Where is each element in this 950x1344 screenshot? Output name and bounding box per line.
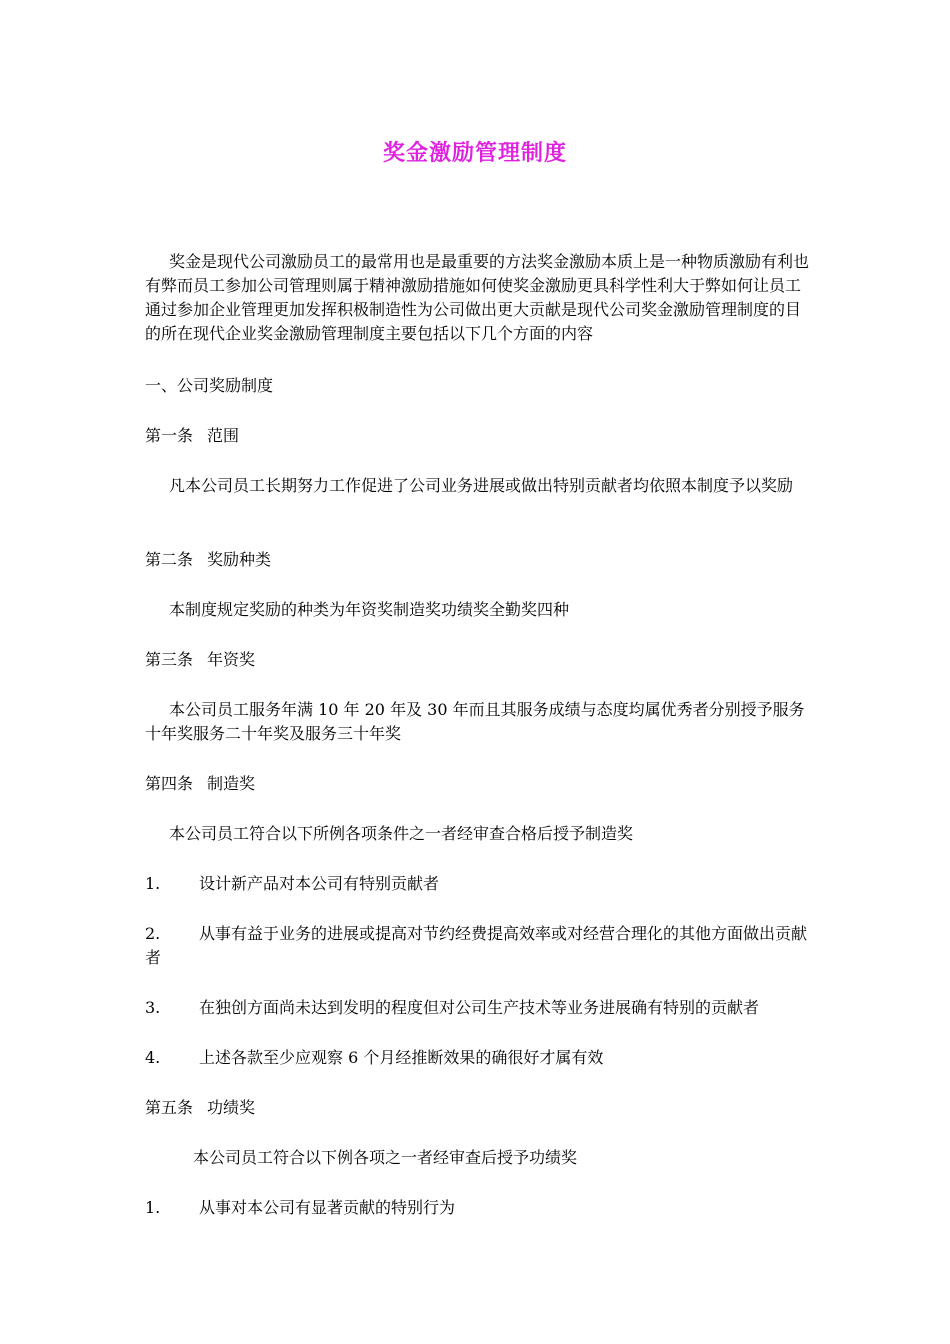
article-4-heading bbox=[145, 772, 810, 796]
article-label: 第一条 bbox=[145, 426, 194, 445]
article-2-body: 本制度规定奖励的种类为年资奖制造奖功绩奖全勤奖四种 bbox=[169, 600, 570, 619]
article-4-body: 本公司员工符合以下所例各项条件之一者经审查合格后授予制造奖 bbox=[169, 824, 634, 843]
article-3-body: 本公司员工服务年满 10 年 20 年及 30 年而且其服务成绩与态度均属优秀者分别授予服务十年奖服务二十年奖及服务三十年奖 bbox=[145, 700, 805, 743]
list-item bbox=[145, 996, 810, 1020]
item-number: 1. bbox=[145, 1198, 161, 1217]
item-number: 3. bbox=[145, 998, 161, 1017]
list-item bbox=[145, 1196, 810, 1220]
item-text: 从事对本公司有显著贡献的特别行为 bbox=[199, 1198, 456, 1217]
intro-paragraph: 奖金是现代公司激励员工的最常用也是最重要的方法奖金激励本质上是一种物质激励有利也有弊而员工参加公司管理则属于精神激励措施如何使奖金激励更具科学性利大于弊如何让员工通过参加企业管理更加发挥积极制造性为公司做出更大贡献是现代公司奖金激励管理制度的目的所在现代企业奖金激励管理制度主要包括以下几个方面的内容 bbox=[145, 252, 810, 343]
article-1-heading bbox=[145, 424, 810, 448]
item-text: 在独创方面尚未达到发明的程度但对公司生产技术等业务进展确有特别的贡献者 bbox=[199, 998, 760, 1017]
article-name: 功绩奖 bbox=[207, 1098, 256, 1117]
section-heading: 一、公司奖励制度 bbox=[145, 376, 274, 395]
item-text: 设计新产品对本公司有特别贡献者 bbox=[199, 874, 440, 893]
article-name: 奖励种类 bbox=[207, 550, 272, 569]
article-1-body: 凡本公司员工长期努力工作促进了公司业务进展或做出特别贡献者均依照本制度予以奖励 bbox=[169, 476, 794, 495]
item-text: 从事有益于业务的进展或提高对节约经费提高效率或对经营合理化的其他方面做出贡献者 bbox=[145, 924, 808, 967]
article-5-body: 本公司员工符合以下例各项之一者经审查后授予功绩奖 bbox=[193, 1148, 578, 1167]
article-label: 第四条 bbox=[145, 774, 194, 793]
article-2-heading bbox=[145, 548, 810, 572]
document-title: 奖金激励管理制度 bbox=[382, 140, 567, 166]
article-name: 制造奖 bbox=[207, 774, 256, 793]
list-item bbox=[145, 922, 810, 970]
article-name: 年资奖 bbox=[207, 650, 256, 669]
list-item bbox=[145, 872, 810, 896]
item-number: 4. bbox=[145, 1048, 161, 1067]
item-number: 2. bbox=[145, 924, 161, 943]
article-5-heading bbox=[145, 1096, 810, 1120]
article-label: 第二条 bbox=[145, 550, 194, 569]
article-name: 范围 bbox=[207, 426, 240, 445]
item-text: 上述各款至少应观察 6 个月经推断效果的确很好才属有效 bbox=[199, 1048, 604, 1067]
article-label: 第五条 bbox=[145, 1098, 194, 1117]
article-3-heading bbox=[145, 648, 810, 672]
list-item bbox=[145, 1046, 810, 1070]
article-label: 第三条 bbox=[145, 650, 194, 669]
item-number: 1. bbox=[145, 874, 161, 893]
